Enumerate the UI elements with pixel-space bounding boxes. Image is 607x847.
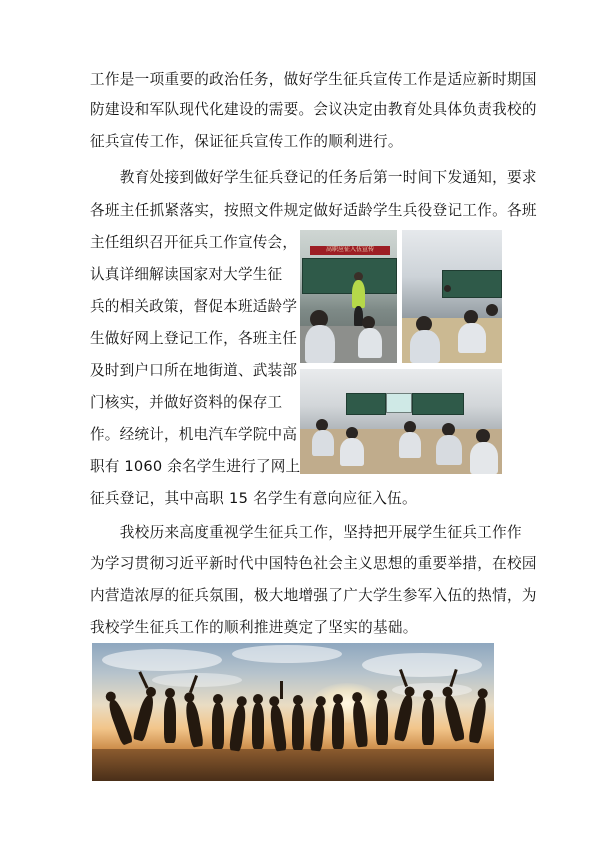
paragraph-2-wrap-1: 主任组织召开征兵工作宣传会， bbox=[90, 234, 298, 251]
paragraph-1-line-2: 防建设和军队现代化建设的需要。会议决定由教育处具体负责我校的 bbox=[90, 101, 537, 118]
paragraph-2-wrap-8: 职有 1060 余名学生进行了网上 bbox=[90, 458, 301, 475]
paragraph-2-wrap-6: 门核实，并做好资料的保存工 bbox=[90, 394, 283, 411]
paragraph-2-wrap-7: 作。经统计，机电汽车学院中高 bbox=[90, 426, 298, 443]
paragraph-2-line-2: 各班主任抓紧落实，按照文件规定做好适龄学生兵役登记工作。各班 bbox=[90, 202, 537, 219]
paragraph-2-line-1: 教育处接到做好学生征兵登记的任务后第一时间下发通知，要求 bbox=[90, 169, 537, 186]
classroom-photo-collage bbox=[300, 230, 502, 474]
paragraph-3-line-3: 内营造浓厚的征兵氛围，极大地增强了广大学生参军入伍的热情，为 bbox=[90, 587, 537, 604]
paragraph-3-line-2: 为学习贯彻习近平新时代中国特色社会主义思想的重要举措，在校园 bbox=[90, 555, 537, 572]
paragraph-1-line-1: 工作是一项重要的政治任务，做好学生征兵宣传工作是适应新时期国 bbox=[90, 71, 537, 88]
classroom-banner: 高职应征入伍宣传 bbox=[310, 246, 390, 255]
classroom-photo-lecture bbox=[300, 369, 502, 474]
paragraph-1-line-3: 征兵宣传工作，保证征兵宣传工作的顺利进行。 bbox=[90, 133, 403, 150]
paragraph-3-line-4: 我校学生征兵工作的顺利推进奠定了坚实的基础。 bbox=[90, 619, 418, 636]
paragraph-2-wrap-4: 生做好网上登记工作，各班主任 bbox=[90, 330, 298, 347]
classroom-photo-teacher bbox=[300, 230, 397, 363]
paragraph-2-wrap-2: 认真详细解读国家对大学生征 bbox=[90, 266, 283, 283]
paragraph-3-line-1: 我校历来高度重视学生征兵工作，坚持把开展学生征兵工作作 bbox=[90, 524, 522, 541]
soldiers-sunset-photo bbox=[92, 643, 494, 781]
classroom-photo-students bbox=[402, 230, 502, 363]
paragraph-2-wrap-5: 及时到户口所在地街道、武装部 bbox=[90, 362, 298, 379]
paragraph-2-tail: 征兵登记，其中高职 15 名学生有意向应征入伍。 bbox=[90, 490, 417, 507]
paragraph-2-wrap-3: 兵的相关政策，督促本班适龄学 bbox=[90, 298, 298, 315]
